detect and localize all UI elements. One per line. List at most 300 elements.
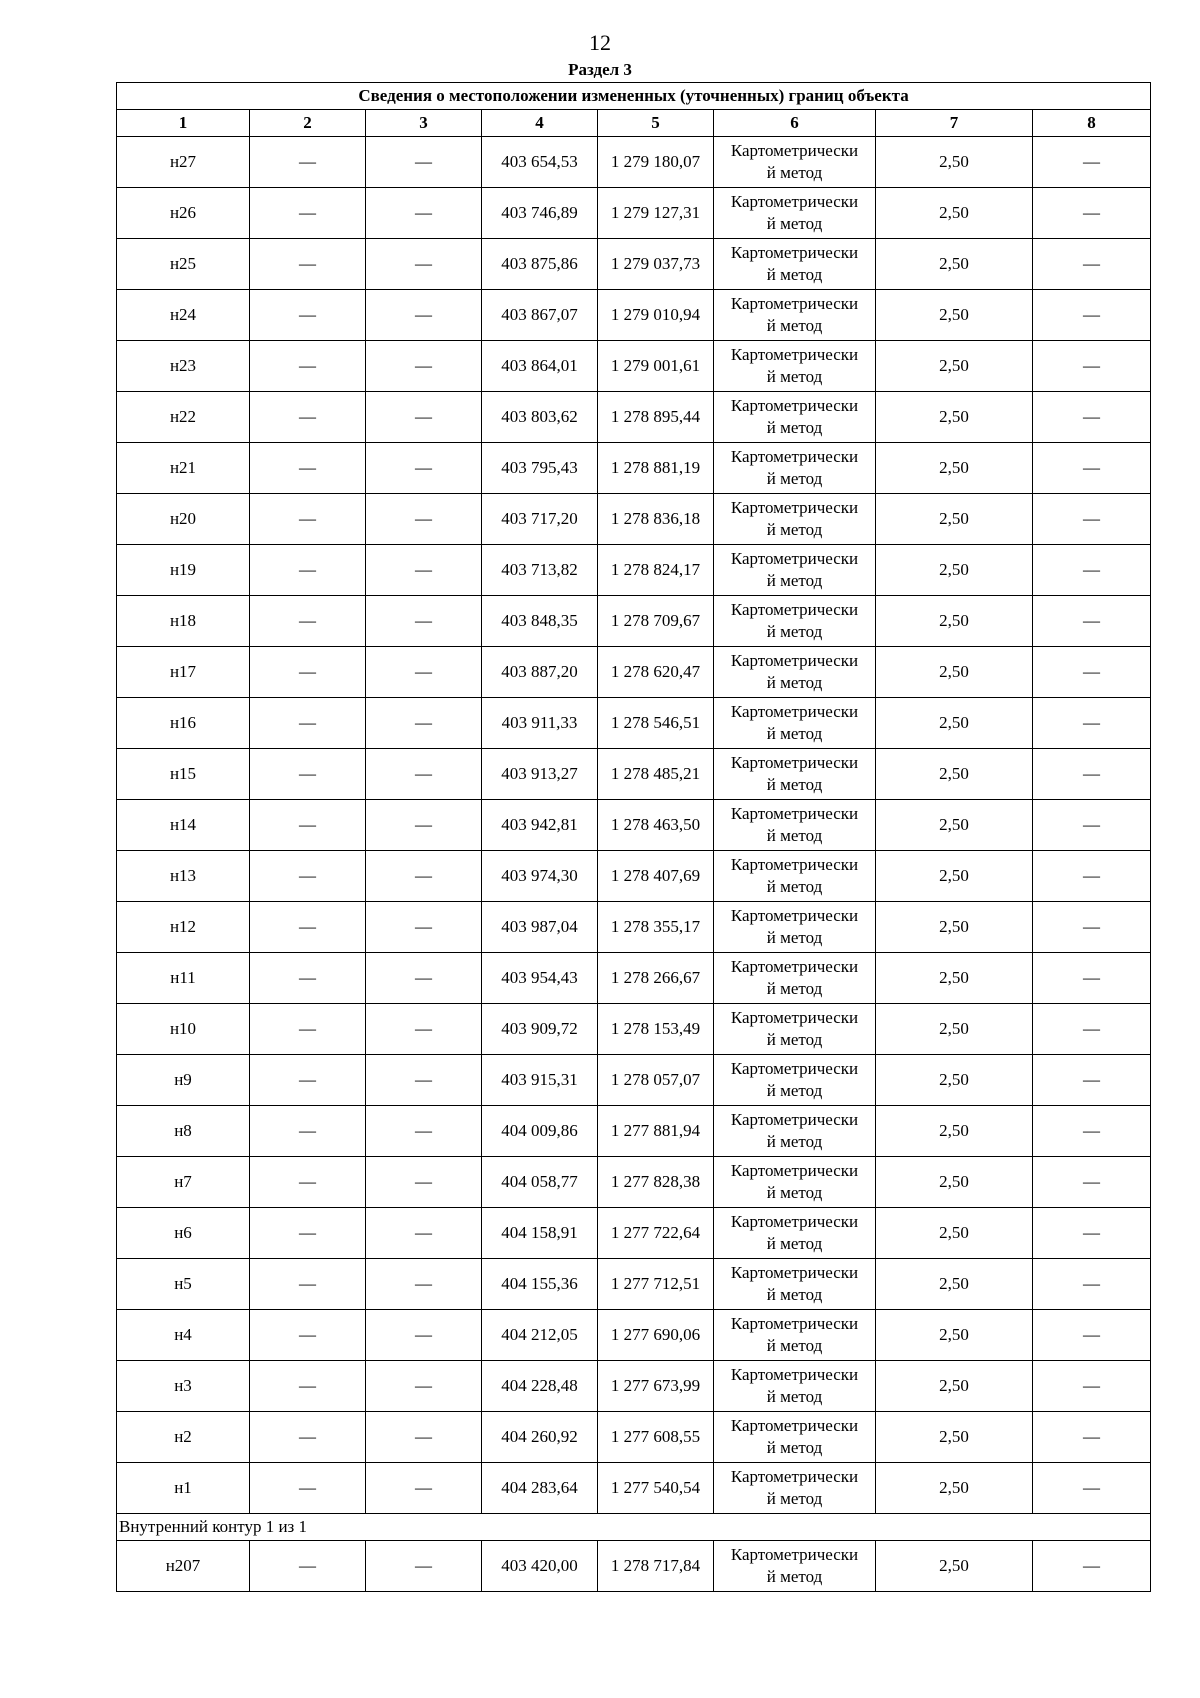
method-cell (714, 749, 876, 800)
column-2-cell: — (250, 749, 366, 800)
column-8-cell: — (1033, 392, 1151, 443)
method-line-2: й метод (766, 877, 823, 896)
column-number-7: 7 (876, 110, 1033, 137)
method-line-2: й метод (766, 1489, 823, 1508)
boundary-coordinates-table (116, 82, 1151, 1592)
main-contour-rows (117, 137, 1151, 1514)
y-coordinate-cell: 1 278 881,19 (598, 443, 714, 494)
column-2-cell: — (250, 902, 366, 953)
x-coordinate-cell: 404 155,36 (482, 1259, 598, 1310)
method-cell (714, 1157, 876, 1208)
accuracy-cell: 2,50 (876, 1310, 1033, 1361)
column-number-4: 4 (482, 110, 598, 137)
method-line-1: Картометрически (730, 1545, 859, 1564)
accuracy-cell: 2,50 (876, 1463, 1033, 1514)
column-2-cell: — (250, 953, 366, 1004)
point-name-cell: н16 (117, 698, 250, 749)
accuracy-cell: 2,50 (876, 239, 1033, 290)
method-line-1: Картометрически (730, 447, 859, 466)
method-line-2: й метод (766, 265, 823, 284)
column-3-cell: — (366, 137, 482, 188)
method-line-1: Картометрически (730, 855, 859, 874)
column-3-cell: — (366, 596, 482, 647)
column-2-cell: — (250, 137, 366, 188)
table-title-row (117, 83, 1151, 110)
table-title: Сведения о местоположении измененных (уточненных) границ объекта (117, 83, 1151, 110)
column-3-cell: — (366, 1208, 482, 1259)
table-row (117, 1259, 1151, 1310)
point-name-cell: н20 (117, 494, 250, 545)
y-coordinate-cell: 1 278 463,50 (598, 800, 714, 851)
table-row (117, 239, 1151, 290)
table-row (117, 545, 1151, 596)
column-3-cell: — (366, 545, 482, 596)
method-line-1: Картометрически (730, 345, 859, 364)
table-row (117, 290, 1151, 341)
point-name-cell: н2 (117, 1412, 250, 1463)
method-line-1: Картометрически (730, 804, 859, 823)
column-2-cell: — (250, 1463, 366, 1514)
method-line-1: Картометрически (730, 600, 859, 619)
y-coordinate-cell: 1 278 546,51 (598, 698, 714, 749)
column-8-cell: — (1033, 953, 1151, 1004)
column-2-cell: — (250, 443, 366, 494)
method-cell (714, 647, 876, 698)
table-row (117, 1361, 1151, 1412)
point-name-cell: н13 (117, 851, 250, 902)
accuracy-cell: 2,50 (876, 1055, 1033, 1106)
column-8-cell: — (1033, 137, 1151, 188)
x-coordinate-cell: 403 654,53 (482, 137, 598, 188)
method-cell (714, 698, 876, 749)
method-cell (714, 1055, 876, 1106)
column-8-cell: — (1033, 1055, 1151, 1106)
column-number-3: 3 (366, 110, 482, 137)
column-3-cell: — (366, 188, 482, 239)
y-coordinate-cell: 1 278 717,84 (598, 1541, 714, 1592)
column-3-cell: — (366, 1157, 482, 1208)
point-name-cell: н10 (117, 1004, 250, 1055)
column-3-cell: — (366, 1106, 482, 1157)
method-cell (714, 137, 876, 188)
table-row (117, 902, 1151, 953)
point-name-cell: н19 (117, 545, 250, 596)
method-cell (714, 1412, 876, 1463)
column-number-2: 2 (250, 110, 366, 137)
x-coordinate-cell: 403 746,89 (482, 188, 598, 239)
accuracy-cell: 2,50 (876, 953, 1033, 1004)
method-cell (714, 545, 876, 596)
column-8-cell: — (1033, 749, 1151, 800)
column-8-cell: — (1033, 1208, 1151, 1259)
method-line-2: й метод (766, 571, 823, 590)
column-8-cell: — (1033, 851, 1151, 902)
method-cell (714, 953, 876, 1004)
method-cell (714, 1004, 876, 1055)
point-name-cell: н5 (117, 1259, 250, 1310)
method-line-1: Картометрически (730, 1365, 859, 1384)
x-coordinate-cell: 403 717,20 (482, 494, 598, 545)
accuracy-cell: 2,50 (876, 545, 1033, 596)
x-coordinate-cell: 404 283,64 (482, 1463, 598, 1514)
table-row (117, 1208, 1151, 1259)
column-3-cell: — (366, 1541, 482, 1592)
column-3-cell: — (366, 1259, 482, 1310)
method-line-2: й метод (766, 418, 823, 437)
accuracy-cell: 2,50 (876, 137, 1033, 188)
table-row (117, 1541, 1151, 1592)
column-number-5: 5 (598, 110, 714, 137)
table-row (117, 1004, 1151, 1055)
column-3-cell: — (366, 800, 482, 851)
method-line-1: Картометрически (730, 1416, 859, 1435)
accuracy-cell: 2,50 (876, 1541, 1033, 1592)
column-3-cell: — (366, 749, 482, 800)
method-line-1: Картометрически (730, 549, 859, 568)
table-row (117, 647, 1151, 698)
column-2-cell: — (250, 188, 366, 239)
table-row (117, 698, 1151, 749)
column-8-cell: — (1033, 1004, 1151, 1055)
column-8-cell: — (1033, 545, 1151, 596)
method-cell (714, 1208, 876, 1259)
accuracy-cell: 2,50 (876, 341, 1033, 392)
x-coordinate-cell: 403 864,01 (482, 341, 598, 392)
method-line-2: й метод (766, 826, 823, 845)
point-name-cell: н15 (117, 749, 250, 800)
point-name-cell: н22 (117, 392, 250, 443)
column-3-cell: — (366, 1463, 482, 1514)
method-line-2: й метод (766, 163, 823, 182)
method-line-2: й метод (766, 214, 823, 233)
method-line-1: Картометрически (730, 1008, 859, 1027)
column-2-cell: — (250, 392, 366, 443)
y-coordinate-cell: 1 278 836,18 (598, 494, 714, 545)
accuracy-cell: 2,50 (876, 1106, 1033, 1157)
method-line-2: й метод (766, 1030, 823, 1049)
x-coordinate-cell: 403 848,35 (482, 596, 598, 647)
method-line-1: Картометрически (730, 702, 859, 721)
accuracy-cell: 2,50 (876, 851, 1033, 902)
table-row (117, 851, 1151, 902)
y-coordinate-cell: 1 278 485,21 (598, 749, 714, 800)
table-row (117, 1157, 1151, 1208)
table-row (117, 1310, 1151, 1361)
y-coordinate-cell: 1 277 722,64 (598, 1208, 714, 1259)
method-line-2: й метод (766, 1234, 823, 1253)
table-row (117, 494, 1151, 545)
table-row (117, 341, 1151, 392)
point-name-cell: н7 (117, 1157, 250, 1208)
point-name-cell: н21 (117, 443, 250, 494)
column-numbers-row (117, 110, 1151, 137)
column-3-cell: — (366, 290, 482, 341)
method-cell (714, 239, 876, 290)
x-coordinate-cell: 404 009,86 (482, 1106, 598, 1157)
x-coordinate-cell: 403 795,43 (482, 443, 598, 494)
y-coordinate-cell: 1 278 895,44 (598, 392, 714, 443)
point-name-cell: н26 (117, 188, 250, 239)
method-line-1: Картометрически (730, 1467, 859, 1486)
point-name-cell: н12 (117, 902, 250, 953)
method-line-2: й метод (766, 520, 823, 539)
y-coordinate-cell: 1 279 037,73 (598, 239, 714, 290)
method-line-2: й метод (766, 316, 823, 335)
table-row (117, 392, 1151, 443)
y-coordinate-cell: 1 278 709,67 (598, 596, 714, 647)
method-cell (714, 1463, 876, 1514)
y-coordinate-cell: 1 278 266,67 (598, 953, 714, 1004)
x-coordinate-cell: 404 158,91 (482, 1208, 598, 1259)
x-coordinate-cell: 403 913,27 (482, 749, 598, 800)
column-2-cell: — (250, 1004, 366, 1055)
method-cell (714, 596, 876, 647)
column-number-1: 1 (117, 110, 250, 137)
method-line-2: й метод (766, 367, 823, 386)
x-coordinate-cell: 403 875,86 (482, 239, 598, 290)
table-row (117, 1106, 1151, 1157)
method-line-2: й метод (766, 1567, 823, 1586)
method-line-1: Картометрически (730, 753, 859, 772)
column-3-cell: — (366, 851, 482, 902)
accuracy-cell: 2,50 (876, 1157, 1033, 1208)
point-name-cell: н207 (117, 1541, 250, 1592)
method-line-2: й метод (766, 673, 823, 692)
x-coordinate-cell: 403 887,20 (482, 647, 598, 698)
column-8-cell: — (1033, 239, 1151, 290)
accuracy-cell: 2,50 (876, 647, 1033, 698)
column-3-cell: — (366, 1055, 482, 1106)
column-3-cell: — (366, 239, 482, 290)
column-2-cell: — (250, 800, 366, 851)
column-2-cell: — (250, 545, 366, 596)
point-name-cell: н11 (117, 953, 250, 1004)
x-coordinate-cell: 404 212,05 (482, 1310, 598, 1361)
column-8-cell: — (1033, 800, 1151, 851)
accuracy-cell: 2,50 (876, 1004, 1033, 1055)
column-8-cell: — (1033, 1310, 1151, 1361)
x-coordinate-cell: 403 803,62 (482, 392, 598, 443)
method-cell (714, 392, 876, 443)
method-line-1: Картометрически (730, 1161, 859, 1180)
method-cell (714, 1106, 876, 1157)
point-name-cell: н25 (117, 239, 250, 290)
method-line-2: й метод (766, 469, 823, 488)
accuracy-cell: 2,50 (876, 800, 1033, 851)
method-line-1: Картометрически (730, 1212, 859, 1231)
column-2-cell: — (250, 1310, 366, 1361)
column-8-cell: — (1033, 1361, 1151, 1412)
accuracy-cell: 2,50 (876, 1361, 1033, 1412)
table-row (117, 443, 1151, 494)
column-8-cell: — (1033, 1106, 1151, 1157)
accuracy-cell: 2,50 (876, 1412, 1033, 1463)
accuracy-cell: 2,50 (876, 494, 1033, 545)
accuracy-cell: 2,50 (876, 749, 1033, 800)
column-8-cell: — (1033, 596, 1151, 647)
x-coordinate-cell: 403 942,81 (482, 800, 598, 851)
method-line-2: й метод (766, 1387, 823, 1406)
column-8-cell: — (1033, 188, 1151, 239)
method-line-2: й метод (766, 1285, 823, 1304)
column-3-cell: — (366, 392, 482, 443)
column-8-cell: — (1033, 902, 1151, 953)
x-coordinate-cell: 403 713,82 (482, 545, 598, 596)
method-cell (714, 902, 876, 953)
column-2-cell: — (250, 1412, 366, 1463)
column-number-8: 8 (1033, 110, 1151, 137)
method-line-2: й метод (766, 724, 823, 743)
point-name-cell: н3 (117, 1361, 250, 1412)
y-coordinate-cell: 1 279 127,31 (598, 188, 714, 239)
method-cell (714, 188, 876, 239)
column-2-cell: — (250, 290, 366, 341)
point-name-cell: н23 (117, 341, 250, 392)
y-coordinate-cell: 1 277 540,54 (598, 1463, 714, 1514)
y-coordinate-cell: 1 279 010,94 (598, 290, 714, 341)
column-2-cell: — (250, 1208, 366, 1259)
inner-contour-label-row (117, 1514, 1151, 1541)
method-cell (714, 290, 876, 341)
method-line-1: Картометрически (730, 498, 859, 517)
x-coordinate-cell: 404 058,77 (482, 1157, 598, 1208)
point-name-cell: н1 (117, 1463, 250, 1514)
method-line-2: й метод (766, 1081, 823, 1100)
table-row (117, 1412, 1151, 1463)
y-coordinate-cell: 1 279 180,07 (598, 137, 714, 188)
column-8-cell: — (1033, 1157, 1151, 1208)
y-coordinate-cell: 1 277 712,51 (598, 1259, 714, 1310)
table-row (117, 596, 1151, 647)
column-2-cell: — (250, 1541, 366, 1592)
method-line-2: й метод (766, 622, 823, 641)
column-number-6: 6 (714, 110, 876, 137)
method-line-2: й метод (766, 928, 823, 947)
y-coordinate-cell: 1 279 001,61 (598, 341, 714, 392)
y-coordinate-cell: 1 278 153,49 (598, 1004, 714, 1055)
y-coordinate-cell: 1 278 620,47 (598, 647, 714, 698)
inner-contour-rows (117, 1541, 1151, 1592)
y-coordinate-cell: 1 278 057,07 (598, 1055, 714, 1106)
accuracy-cell: 2,50 (876, 1208, 1033, 1259)
column-8-cell: — (1033, 290, 1151, 341)
y-coordinate-cell: 1 277 881,94 (598, 1106, 714, 1157)
accuracy-cell: 2,50 (876, 290, 1033, 341)
column-3-cell: — (366, 494, 482, 545)
x-coordinate-cell: 404 228,48 (482, 1361, 598, 1412)
y-coordinate-cell: 1 277 690,06 (598, 1310, 714, 1361)
x-coordinate-cell: 403 974,30 (482, 851, 598, 902)
x-coordinate-cell: 403 911,33 (482, 698, 598, 749)
x-coordinate-cell: 403 987,04 (482, 902, 598, 953)
method-line-2: й метод (766, 1438, 823, 1457)
method-cell (714, 341, 876, 392)
method-cell (714, 1541, 876, 1592)
column-3-cell: — (366, 1412, 482, 1463)
method-line-2: й метод (766, 979, 823, 998)
x-coordinate-cell: 403 915,31 (482, 1055, 598, 1106)
method-cell (714, 851, 876, 902)
method-cell (714, 1259, 876, 1310)
method-line-1: Картометрически (730, 141, 859, 160)
column-2-cell: — (250, 1106, 366, 1157)
column-2-cell: — (250, 851, 366, 902)
column-3-cell: — (366, 953, 482, 1004)
column-8-cell: — (1033, 698, 1151, 749)
x-coordinate-cell: 403 954,43 (482, 953, 598, 1004)
x-coordinate-cell: 403 909,72 (482, 1004, 598, 1055)
y-coordinate-cell: 1 277 673,99 (598, 1361, 714, 1412)
method-line-1: Картометрически (730, 243, 859, 262)
column-8-cell: — (1033, 647, 1151, 698)
accuracy-cell: 2,50 (876, 392, 1033, 443)
x-coordinate-cell: 404 260,92 (482, 1412, 598, 1463)
column-8-cell: — (1033, 1541, 1151, 1592)
y-coordinate-cell: 1 278 824,17 (598, 545, 714, 596)
point-name-cell: н24 (117, 290, 250, 341)
column-2-cell: — (250, 1157, 366, 1208)
accuracy-cell: 2,50 (876, 1259, 1033, 1310)
table-row (117, 188, 1151, 239)
table-row (117, 749, 1151, 800)
table-row (117, 1055, 1151, 1106)
method-cell (714, 443, 876, 494)
method-line-1: Картометрически (730, 651, 859, 670)
column-8-cell: — (1033, 494, 1151, 545)
accuracy-cell: 2,50 (876, 596, 1033, 647)
column-2-cell: — (250, 239, 366, 290)
column-8-cell: — (1033, 1412, 1151, 1463)
method-line-1: Картометрически (730, 192, 859, 211)
column-2-cell: — (250, 341, 366, 392)
method-line-1: Картометрически (730, 396, 859, 415)
column-2-cell: — (250, 1259, 366, 1310)
table-row (117, 137, 1151, 188)
column-2-cell: — (250, 698, 366, 749)
section-title: Раздел 3 (568, 60, 632, 79)
point-name-cell: н17 (117, 647, 250, 698)
method-cell (714, 494, 876, 545)
column-8-cell: — (1033, 341, 1151, 392)
point-name-cell: н4 (117, 1310, 250, 1361)
column-3-cell: — (366, 902, 482, 953)
point-name-cell: н6 (117, 1208, 250, 1259)
column-2-cell: — (250, 647, 366, 698)
column-3-cell: — (366, 698, 482, 749)
accuracy-cell: 2,50 (876, 188, 1033, 239)
inner-contour-label: Внутренний контур 1 из 1 (117, 1514, 1151, 1541)
column-2-cell: — (250, 596, 366, 647)
method-cell (714, 1310, 876, 1361)
table-row (117, 1463, 1151, 1514)
method-line-1: Картометрически (730, 1314, 859, 1333)
column-3-cell: — (366, 341, 482, 392)
method-line-1: Картометрически (730, 1059, 859, 1078)
x-coordinate-cell: 403 420,00 (482, 1541, 598, 1592)
method-line-2: й метод (766, 1132, 823, 1151)
method-cell (714, 1361, 876, 1412)
method-line-2: й метод (766, 1183, 823, 1202)
accuracy-cell: 2,50 (876, 902, 1033, 953)
method-line-2: й метод (766, 775, 823, 794)
column-3-cell: — (366, 647, 482, 698)
method-line-2: й метод (766, 1336, 823, 1355)
column-2-cell: — (250, 1055, 366, 1106)
x-coordinate-cell: 403 867,07 (482, 290, 598, 341)
column-8-cell: — (1033, 1463, 1151, 1514)
method-line-1: Картометрически (730, 294, 859, 313)
y-coordinate-cell: 1 278 355,17 (598, 902, 714, 953)
